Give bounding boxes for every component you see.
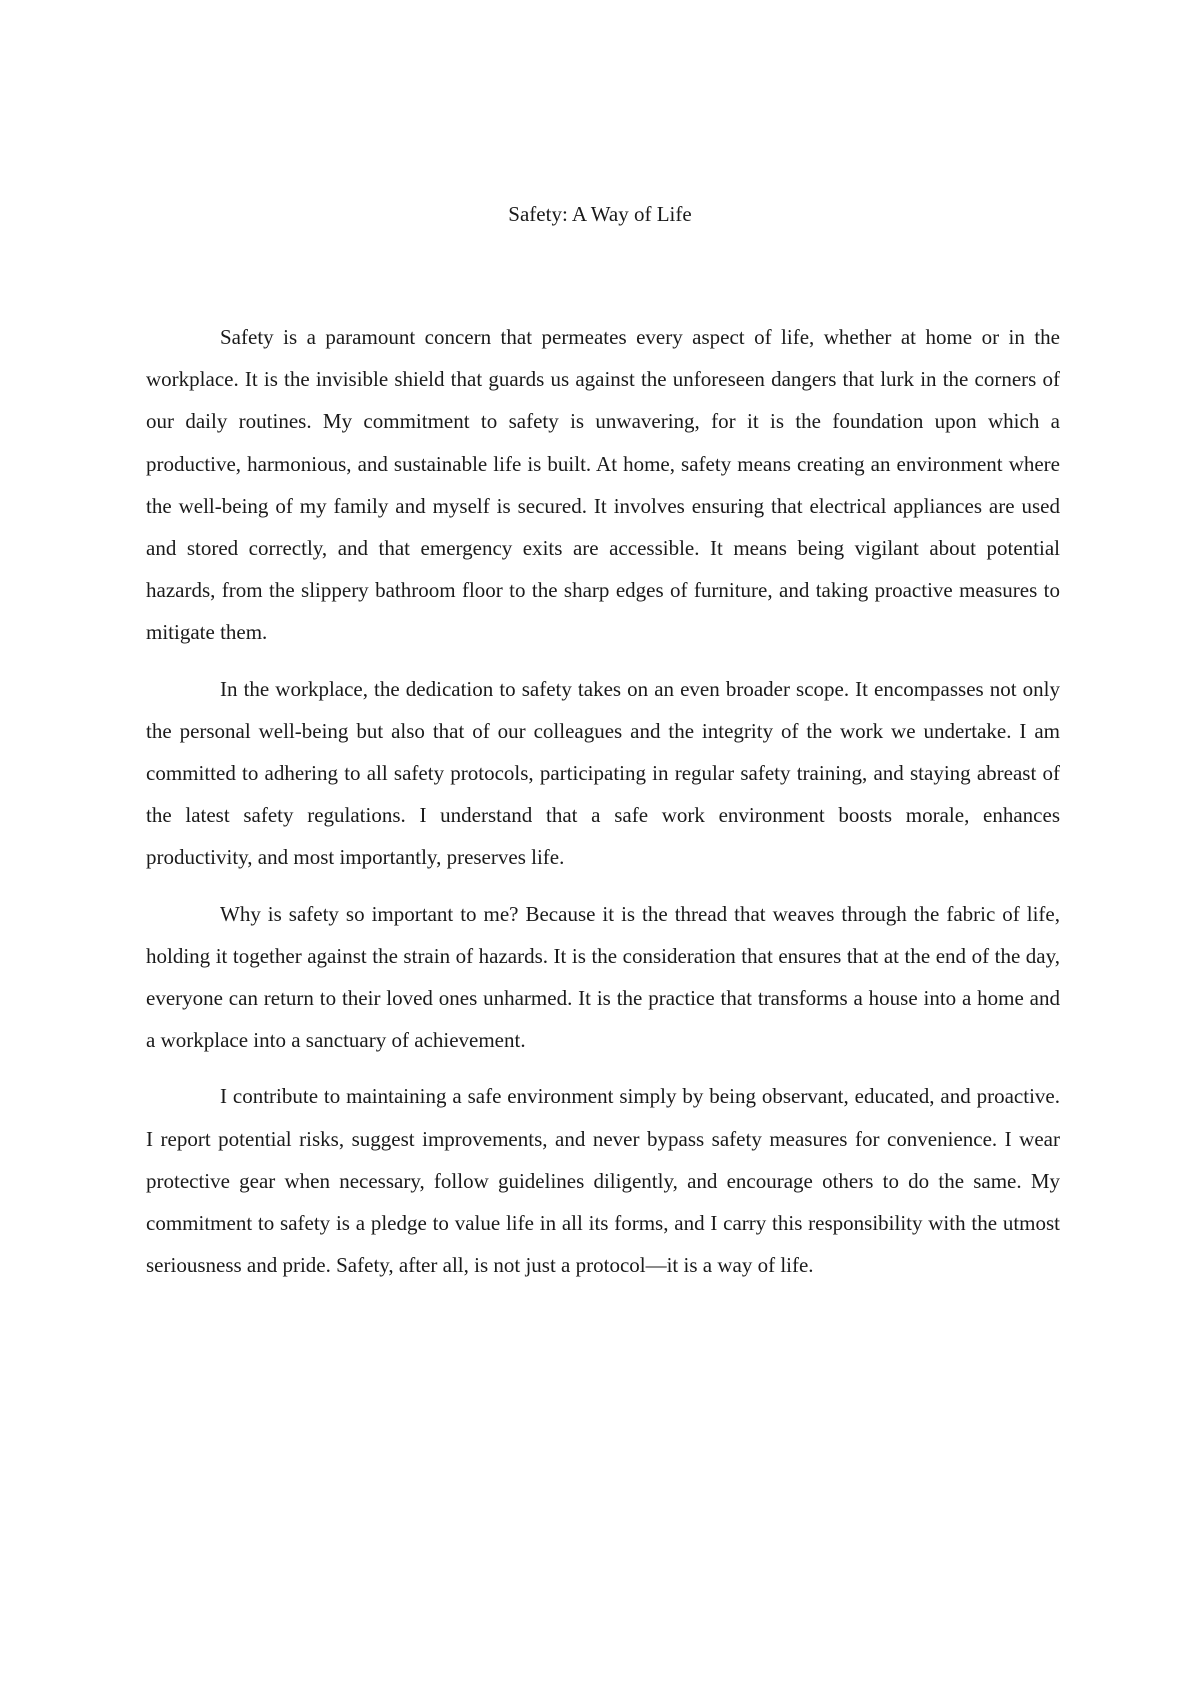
document-body <box>146 316 1060 1300</box>
paragraph-importance: Why is safety so important to me? Because it is the thread that weaves through the fabric of life, holding it together against the strain of hazards. It is the consideration that ensures that at the end of the day, everyone can return to their loved ones unharmed. It is the practice that transforms a house into a home and a workplace into a sanctuary of achievement. <box>146 901 1060 1053</box>
paragraph-contribution: I contribute to maintaining a safe environment simply by being observant, educated, and proactive. I report potential risks, suggest improvements, and never bypass safety measures for convenience. I wear protective gear when necessary, follow guidelines diligently, and encourage others to do the same. My commitment to safety is a pledge to value life in all its forms, and I carry this responsibility with the utmost seriousness and pride. Safety, after all, is not just a protocol—it is a way of life. <box>146 1084 1060 1278</box>
paragraph-home-safety: Safety is a paramount concern that permeates every aspect of life, whether at home or in the workplace. It is the invisible shield that guards us against the unforeseen dangers that lurk in the corners of our daily routines. My commitment to safety is unwavering, for it is the foundation upon which a productive, harmonious, and sustainable life is built. At home, safety means creating an environment where the well-being of my family and myself is secured. It involves ensuring that electrical appliances are used and stored correctly, and that emergency exits are accessible. It means being vigilant about potential hazards, from the slippery bathroom floor to the sharp edges of furniture, and taking proactive measures to mitigate them. <box>146 325 1060 645</box>
paragraph-workplace-safety: In the workplace, the dedication to safety takes on an even broader scope. It encompasses not only the personal well-being but also that of our colleagues and the integrity of the work we undertake. I am committed to adhering to all safety protocols, participating in regular safety training, and staying abreast of the latest safety regulations. I understand that a safe work environment boosts morale, enhances productivity, and most importantly, preserves life. <box>146 676 1060 870</box>
document-title: Safety: A Way of Life <box>508 202 692 226</box>
